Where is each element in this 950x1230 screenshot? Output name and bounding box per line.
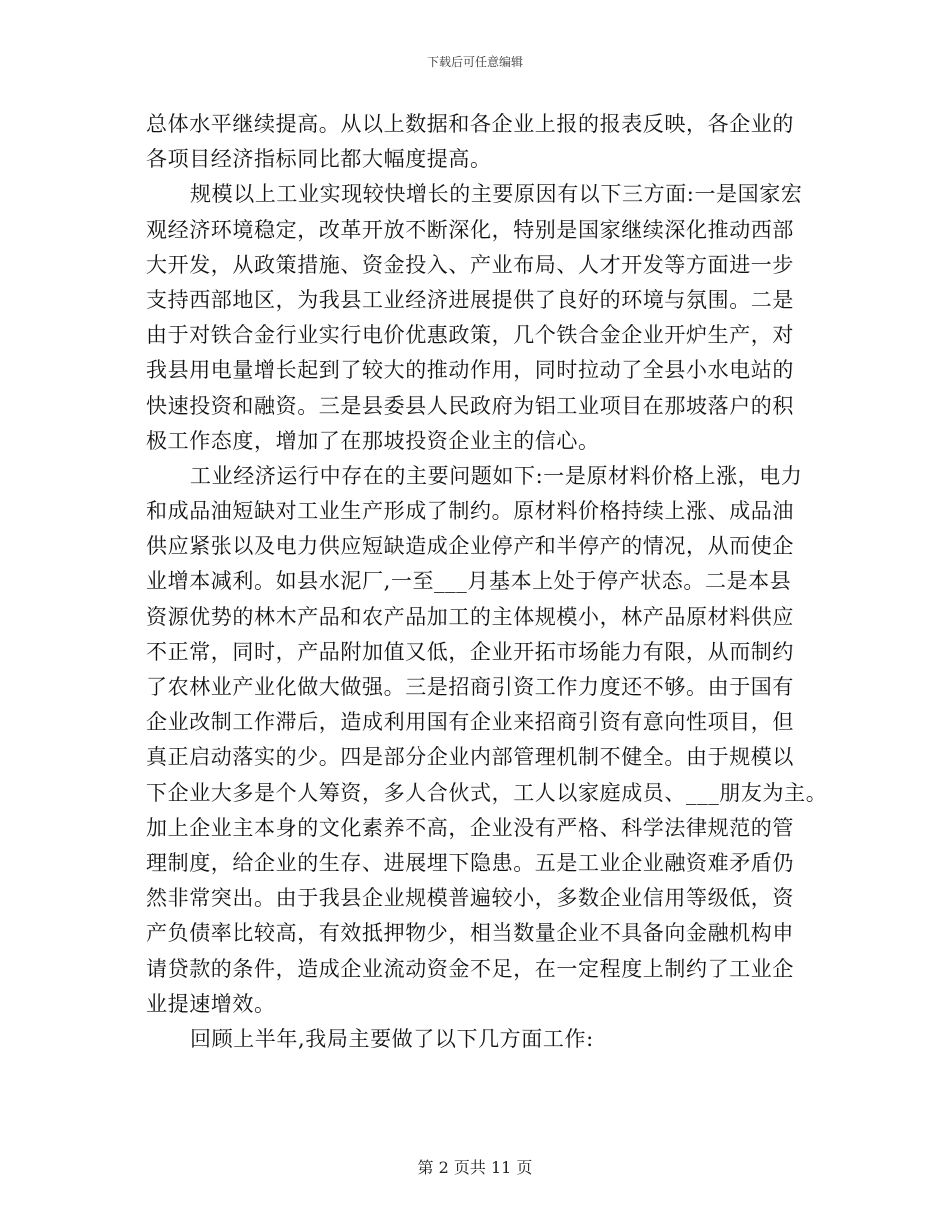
text-line: 不正常，同时，产品附加值又低，企业开拓市场能力有限，从而制约 bbox=[146, 639, 794, 664]
paragraph-start-line: 回顾上半年,我局主要做了以下几方面工作: bbox=[190, 1026, 594, 1051]
text-line: 下企业大多是个人筹资，多人合伙式，工人以家庭成员、___朋友为主。 bbox=[146, 780, 828, 805]
text-line: 由于对铁合金行业实行电价优惠政策，几个铁合金企业开炉生产，对 bbox=[146, 323, 794, 348]
text-line: 请贷款的条件，造成企业流动资金不足，在一定程度上制约了工业企 bbox=[146, 956, 794, 981]
paragraph-start-line: 规模以上工业实现较快增长的主要原因有以下三方面:一是国家宏 bbox=[190, 182, 803, 207]
text-line: 然非常突出。由于我县企业规模普遍较小，多数企业信用等级低，资 bbox=[146, 886, 794, 911]
page-number-footer: 第 2 页共 11 页 bbox=[417, 1158, 533, 1177]
text-line: 快速投资和融资。三是县委县人民政府为铝工业项目在那坡落户的积 bbox=[146, 393, 794, 418]
text-line: 总体水平继续提高。从以上数据和各企业上报的报表反映，各企业的 bbox=[146, 112, 794, 136]
page-header: 下载后可任意编辑 bbox=[426, 55, 523, 69]
text-line: 和成品油短缺对工业生产形成了制约。原材料价格持续上涨、成品油 bbox=[146, 499, 794, 524]
text-line: 极工作态度，增加了在那坡投资企业主的信心。 bbox=[146, 428, 600, 453]
text-line: 支持西部地区，为我县工业经济进展提供了良好的环境与氛围。二是 bbox=[146, 287, 794, 312]
text-line: 了农林业产业化做大做强。三是招商引资工作力度还不够。由于国有 bbox=[146, 675, 794, 699]
text-line: 理制度，给企业的生存、进展埋下隐患。五是工业企业融资难矛盾仍 bbox=[146, 850, 794, 875]
text-line: 真正启动落实的少。四是部分企业内部管理机制不健全。由于规模以 bbox=[146, 745, 794, 770]
text-line: 加上企业主本身的文化素养不高，企业没有严格、科学法律规范的管 bbox=[146, 815, 794, 840]
paragraph-start-line: 工业经济运行中存在的主要问题如下:一是原材料价格上涨，电力 bbox=[190, 463, 803, 488]
text-line: 我县用电量增长起到了较大的推动作用，同时拉动了全县小水电站的 bbox=[146, 358, 794, 383]
document-body bbox=[146, 107, 826, 1057]
text-line: 大开发，从政策措施、资金投入、产业布局、人才开发等方面进一步 bbox=[146, 252, 794, 277]
text-line: 产负债率比较高，有效抵押物少，相当数量企业不具备向金融机构申 bbox=[146, 921, 794, 946]
text-line: 观经济环境稳定，改革开放不断深化，特别是国家继续深化推动西部 bbox=[146, 217, 794, 242]
text-line: 资源优势的林木产品和农产品加工的主体规模小，林产品原材料供应 bbox=[146, 604, 794, 629]
text-line: 业增本减利。如县水泥厂,一至___月基本上处于停产状态。二是本县 bbox=[146, 569, 792, 594]
text-line: 供应紧张以及电力供应短缺造成企业停产和半停产的情况，从而使企 bbox=[146, 534, 794, 559]
text-line: 企业改制工作滞后，造成利用国有企业来招商引资有意向性项目，但 bbox=[146, 710, 794, 735]
text-line: 各项目经济指标同比都大幅度提高。 bbox=[146, 147, 492, 172]
text-line: 业提速增效。 bbox=[146, 991, 276, 1016]
